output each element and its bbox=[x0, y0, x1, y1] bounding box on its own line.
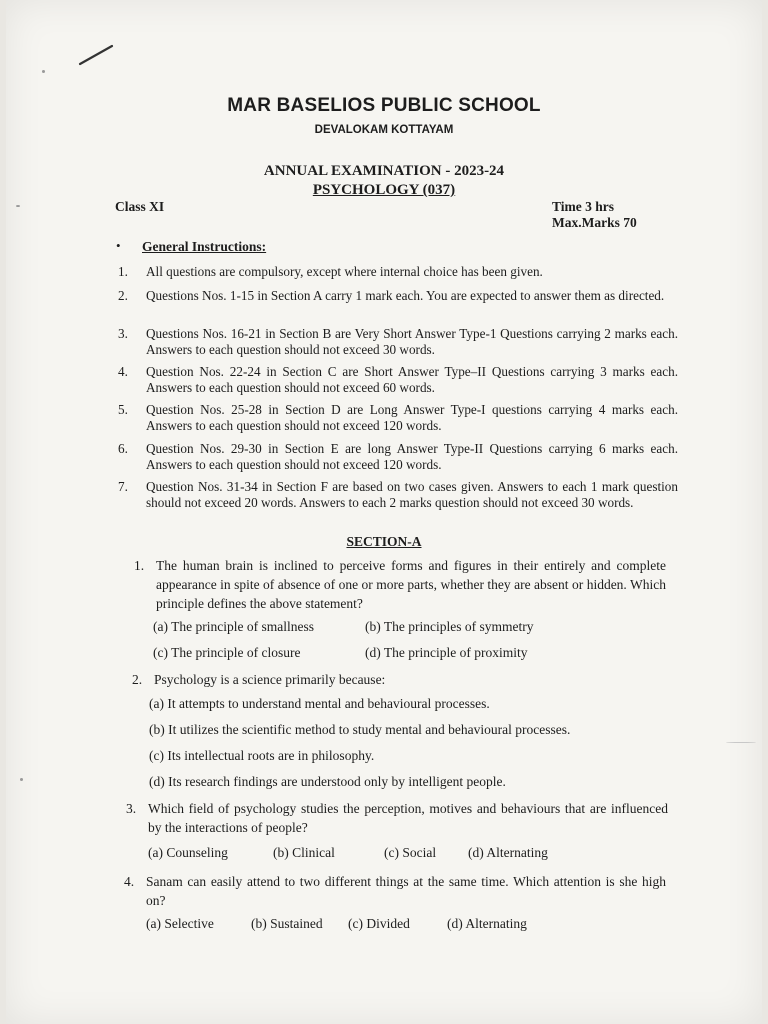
question-text: The human brain is inclined to perceive forms and figures in their entirely and complete appearance in spite of absence of one or more parts, whether they are absent or hidden. Which principle defines the above statement? bbox=[156, 558, 666, 611]
instruction-number: 1. bbox=[118, 264, 128, 279]
option-a: (a) It attempts to understand mental and behavioural processes. bbox=[149, 696, 490, 711]
paper-speck bbox=[726, 742, 756, 743]
instruction-number: 2. bbox=[118, 288, 128, 303]
general-instructions-heading: General Instructions: bbox=[142, 239, 267, 254]
subject-text: PSYCHOLOGY (037) bbox=[312, 182, 456, 198]
paper-speck bbox=[16, 205, 20, 207]
option-c: (c) Social bbox=[384, 845, 437, 860]
option-d: (d) The principle of proximity bbox=[365, 645, 528, 660]
question-number: 3. bbox=[126, 801, 137, 816]
school-location: DEVALOKAM KOTTAYAM bbox=[314, 124, 454, 136]
instruction-number: 6. bbox=[118, 441, 128, 456]
question-number: 2. bbox=[132, 672, 143, 687]
instruction-number: 7. bbox=[118, 479, 128, 494]
instruction-text: Question Nos. 25-28 in Section D are Long Answer Type-I questions carrying 4 marks each. Answers to each question should not exceed 120 words. bbox=[146, 402, 678, 433]
option-a: (a) Selective bbox=[146, 916, 214, 931]
time-label: Time 3 hrs bbox=[552, 199, 615, 214]
max-marks-label: Max.Marks 70 bbox=[552, 215, 637, 230]
instruction-number: 5. bbox=[118, 402, 128, 417]
option-d: (d) Alternating bbox=[468, 845, 548, 860]
option-d: (d) Its research findings are understood only by intelligent people. bbox=[149, 774, 506, 789]
option-b: (b) It utilizes the scientific method to study mental and behavioural processes. bbox=[149, 722, 571, 737]
paper-speck bbox=[20, 778, 23, 781]
instruction-number: 3. bbox=[118, 326, 128, 341]
pen-stroke-mark bbox=[78, 42, 118, 68]
question-text: Which field of psychology studies the perception, motives and behaviours that are influenced by the interactions of people? bbox=[148, 801, 668, 835]
instruction-text: Question Nos. 31-34 in Section F are based on two cases given. Answers to each 1 mark question should not exceed 20 words. Answers to each 2 marks question should not exceed 30 words. bbox=[146, 479, 678, 510]
school-name: MAR BASELIOS PUBLIC SCHOOL bbox=[227, 95, 541, 116]
instruction-number: 4. bbox=[118, 364, 128, 379]
subject-title bbox=[6, 182, 762, 199]
option-b: (b) The principles of symmetry bbox=[365, 619, 534, 634]
option-d: (d) Alternating bbox=[447, 916, 527, 931]
option-a: (a) The principle of smallness bbox=[153, 619, 314, 634]
exam-paper bbox=[6, 0, 762, 1024]
option-b: (b) Sustained bbox=[251, 916, 323, 931]
instruction-text: Question Nos. 29-30 in Section E are long Answer Type-II Questions carrying 6 marks each. Answers to each question should not exceed 120 words. bbox=[146, 441, 678, 472]
instruction-text: Questions Nos. 1-15 in Section A carry 1 mark each. You are expected to answer them as directed. bbox=[146, 288, 665, 303]
option-c: (c) Divided bbox=[348, 916, 410, 931]
instruction-text: All questions are compulsory, except where internal choice has been given. bbox=[146, 264, 543, 279]
option-c: (c) Its intellectual roots are in philosophy. bbox=[149, 748, 375, 763]
option-c: (c) The principle of closure bbox=[153, 645, 301, 660]
bullet-icon: • bbox=[116, 238, 121, 253]
section-a-title: SECTION-A bbox=[346, 534, 422, 549]
question-text: Sanam can easily attend to two different things at the same time. Which attention is she high on? bbox=[146, 874, 666, 908]
option-b: (b) Clinical bbox=[273, 845, 335, 860]
class-label: Class XI bbox=[115, 199, 165, 214]
question-number: 4. bbox=[124, 874, 135, 889]
option-a: (a) Counseling bbox=[148, 845, 228, 860]
paper-speck bbox=[42, 70, 45, 73]
question-text: Psychology is a science primarily because: bbox=[154, 672, 386, 687]
question-number: 1. bbox=[134, 558, 145, 573]
instruction-text: Questions Nos. 16-21 in Section B are Very Short Answer Type-1 Questions carrying 2 marks each. Answers to each question should not exceed 30 words. bbox=[146, 326, 678, 357]
instruction-text: Question Nos. 22-24 in Section C are Short Answer Type–II Questions carrying 3 marks each. Answers to each question should not exceed 60 words. bbox=[146, 364, 678, 395]
exam-title: ANNUAL EXAMINATION - 2023-24 bbox=[263, 163, 505, 179]
